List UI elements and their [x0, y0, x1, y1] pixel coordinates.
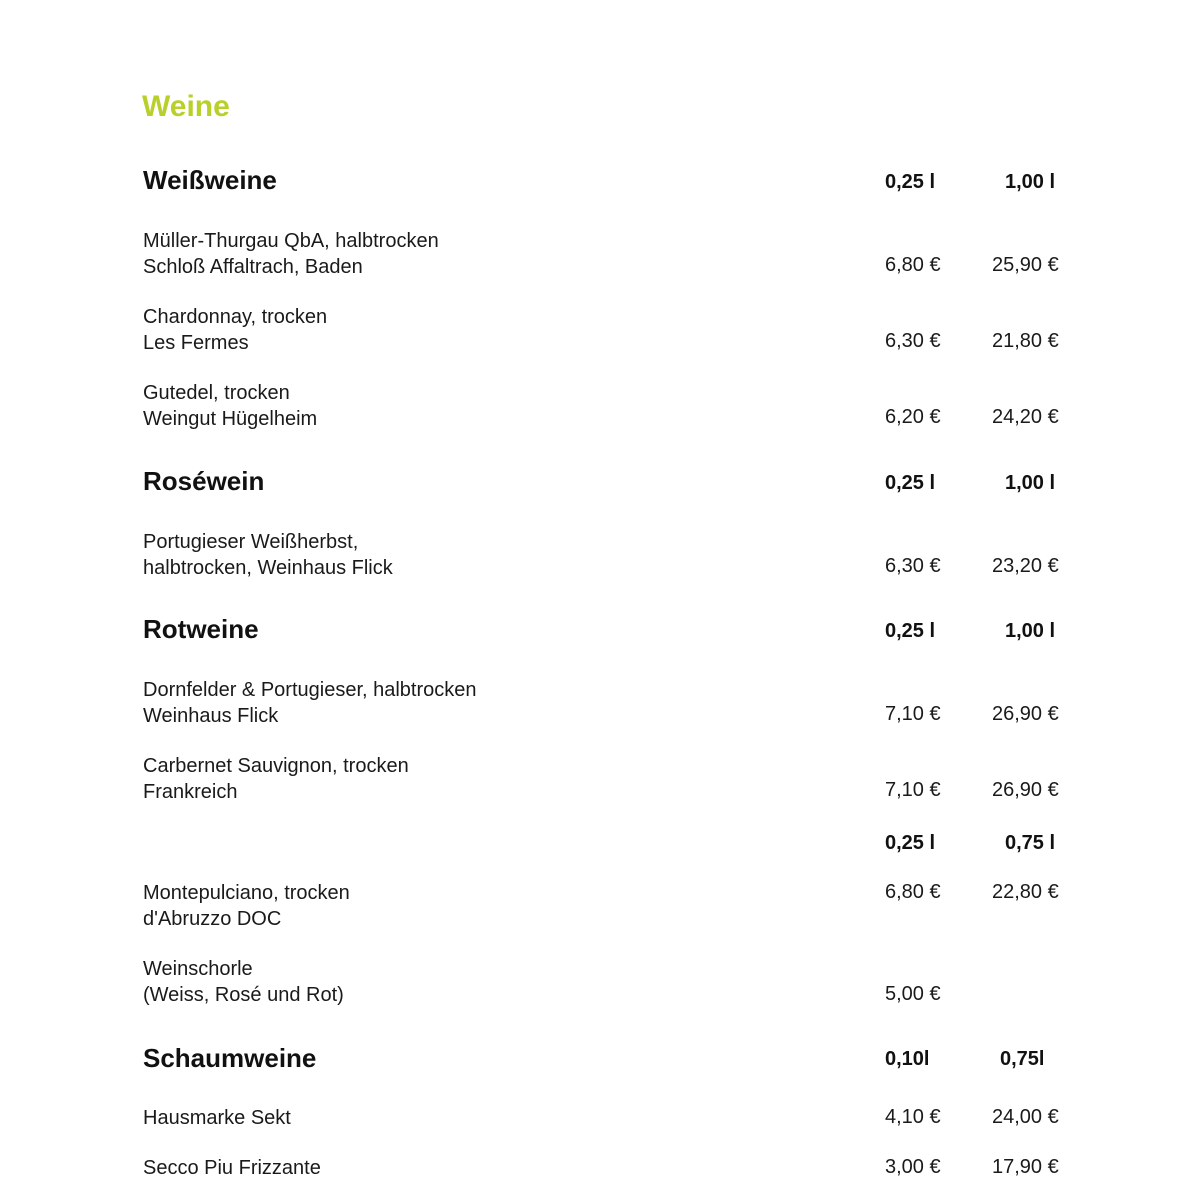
- wine-origin: halbtrocken, Weinhaus Flick: [143, 557, 393, 579]
- price-small: 6,30 €: [885, 330, 941, 352]
- wine-origin: (Weiss, Rosé und Rot): [143, 984, 344, 1006]
- volume-header-small: 0,25 l: [885, 832, 936, 854]
- price-large: 21,80 €: [992, 330, 1059, 352]
- volume-header-small: 0,25 l: [885, 171, 936, 193]
- page-title: Weine: [142, 90, 230, 123]
- wine-origin: d'Abruzzo DOC: [143, 908, 282, 930]
- price-small: 6,30 €: [885, 555, 941, 577]
- wine-origin: Les Fermes: [143, 332, 249, 354]
- wine-item: [143, 529, 393, 581]
- section-heading-rosewein: Roséwein: [143, 466, 265, 496]
- price-large: 22,80 €: [992, 881, 1059, 903]
- price-large: 24,00 €: [992, 1106, 1059, 1128]
- volume-header-small: 0,25 l: [885, 472, 936, 494]
- wine-origin: Schloß Affaltrach, Baden: [143, 256, 363, 278]
- wine-item: [143, 380, 317, 432]
- price-small: 5,00 €: [885, 983, 941, 1005]
- wine-origin: Weingut Hügelheim: [143, 408, 318, 430]
- section-heading-schaumweine: Schaumweine: [143, 1043, 317, 1073]
- price-small: 7,10 €: [885, 779, 941, 801]
- wine-name: Hausmarke Sekt: [143, 1107, 291, 1129]
- price-large: 26,90 €: [992, 779, 1059, 801]
- volume-header-large: 1,00 l: [1005, 472, 1056, 494]
- price-large: 26,90 €: [992, 703, 1059, 725]
- volume-header-large: 0,75l: [1000, 1048, 1045, 1070]
- price-small: 6,20 €: [885, 406, 941, 428]
- wine-name: Carbernet Sauvignon, trocken: [143, 755, 409, 777]
- price-small: 6,80 €: [885, 881, 941, 903]
- volume-header-large: 0,75 l: [1005, 832, 1056, 854]
- wine-item: [143, 1155, 321, 1181]
- wine-name: Gutedel, trocken: [143, 382, 290, 404]
- wine-origin: Weinhaus Flick: [143, 705, 279, 727]
- wine-item: [143, 228, 439, 280]
- wine-name: Chardonnay, trocken: [143, 306, 328, 328]
- wine-item: [143, 677, 477, 729]
- price-small: 4,10 €: [885, 1106, 941, 1128]
- volume-header-small: 0,10l: [885, 1048, 930, 1070]
- wine-name: Müller-Thurgau QbA, halbtrocken: [143, 230, 439, 252]
- price-small: 7,10 €: [885, 703, 941, 725]
- wine-name: Dornfelder & Portugieser, halbtrocken: [143, 679, 477, 701]
- wine-item: [143, 880, 350, 932]
- price-large: 24,20 €: [992, 406, 1059, 428]
- price-large: 25,90 €: [992, 254, 1059, 276]
- wine-item: [143, 304, 327, 356]
- wine-name: Portugieser Weißherbst,: [143, 531, 359, 553]
- section-heading-rotweine: Rotweine: [143, 614, 259, 644]
- wine-name: Secco Piu Frizzante: [143, 1157, 321, 1179]
- wine-origin: Frankreich: [143, 781, 238, 803]
- section-heading-weissweine: Weißweine: [143, 165, 277, 195]
- price-large: 23,20 €: [992, 555, 1059, 577]
- wine-item: [143, 956, 344, 1008]
- wine-item: [143, 753, 409, 805]
- wine-name: Montepulciano, trocken: [143, 882, 350, 904]
- price-small: 6,80 €: [885, 254, 941, 276]
- volume-header-large: 1,00 l: [1005, 171, 1056, 193]
- price-small: 3,00 €: [885, 1156, 941, 1178]
- wine-name: Weinschorle: [143, 958, 253, 980]
- wine-item: [143, 1105, 291, 1131]
- price-large: 17,90 €: [992, 1156, 1059, 1178]
- volume-header-large: 1,00 l: [1005, 620, 1056, 642]
- volume-header-small: 0,25 l: [885, 620, 936, 642]
